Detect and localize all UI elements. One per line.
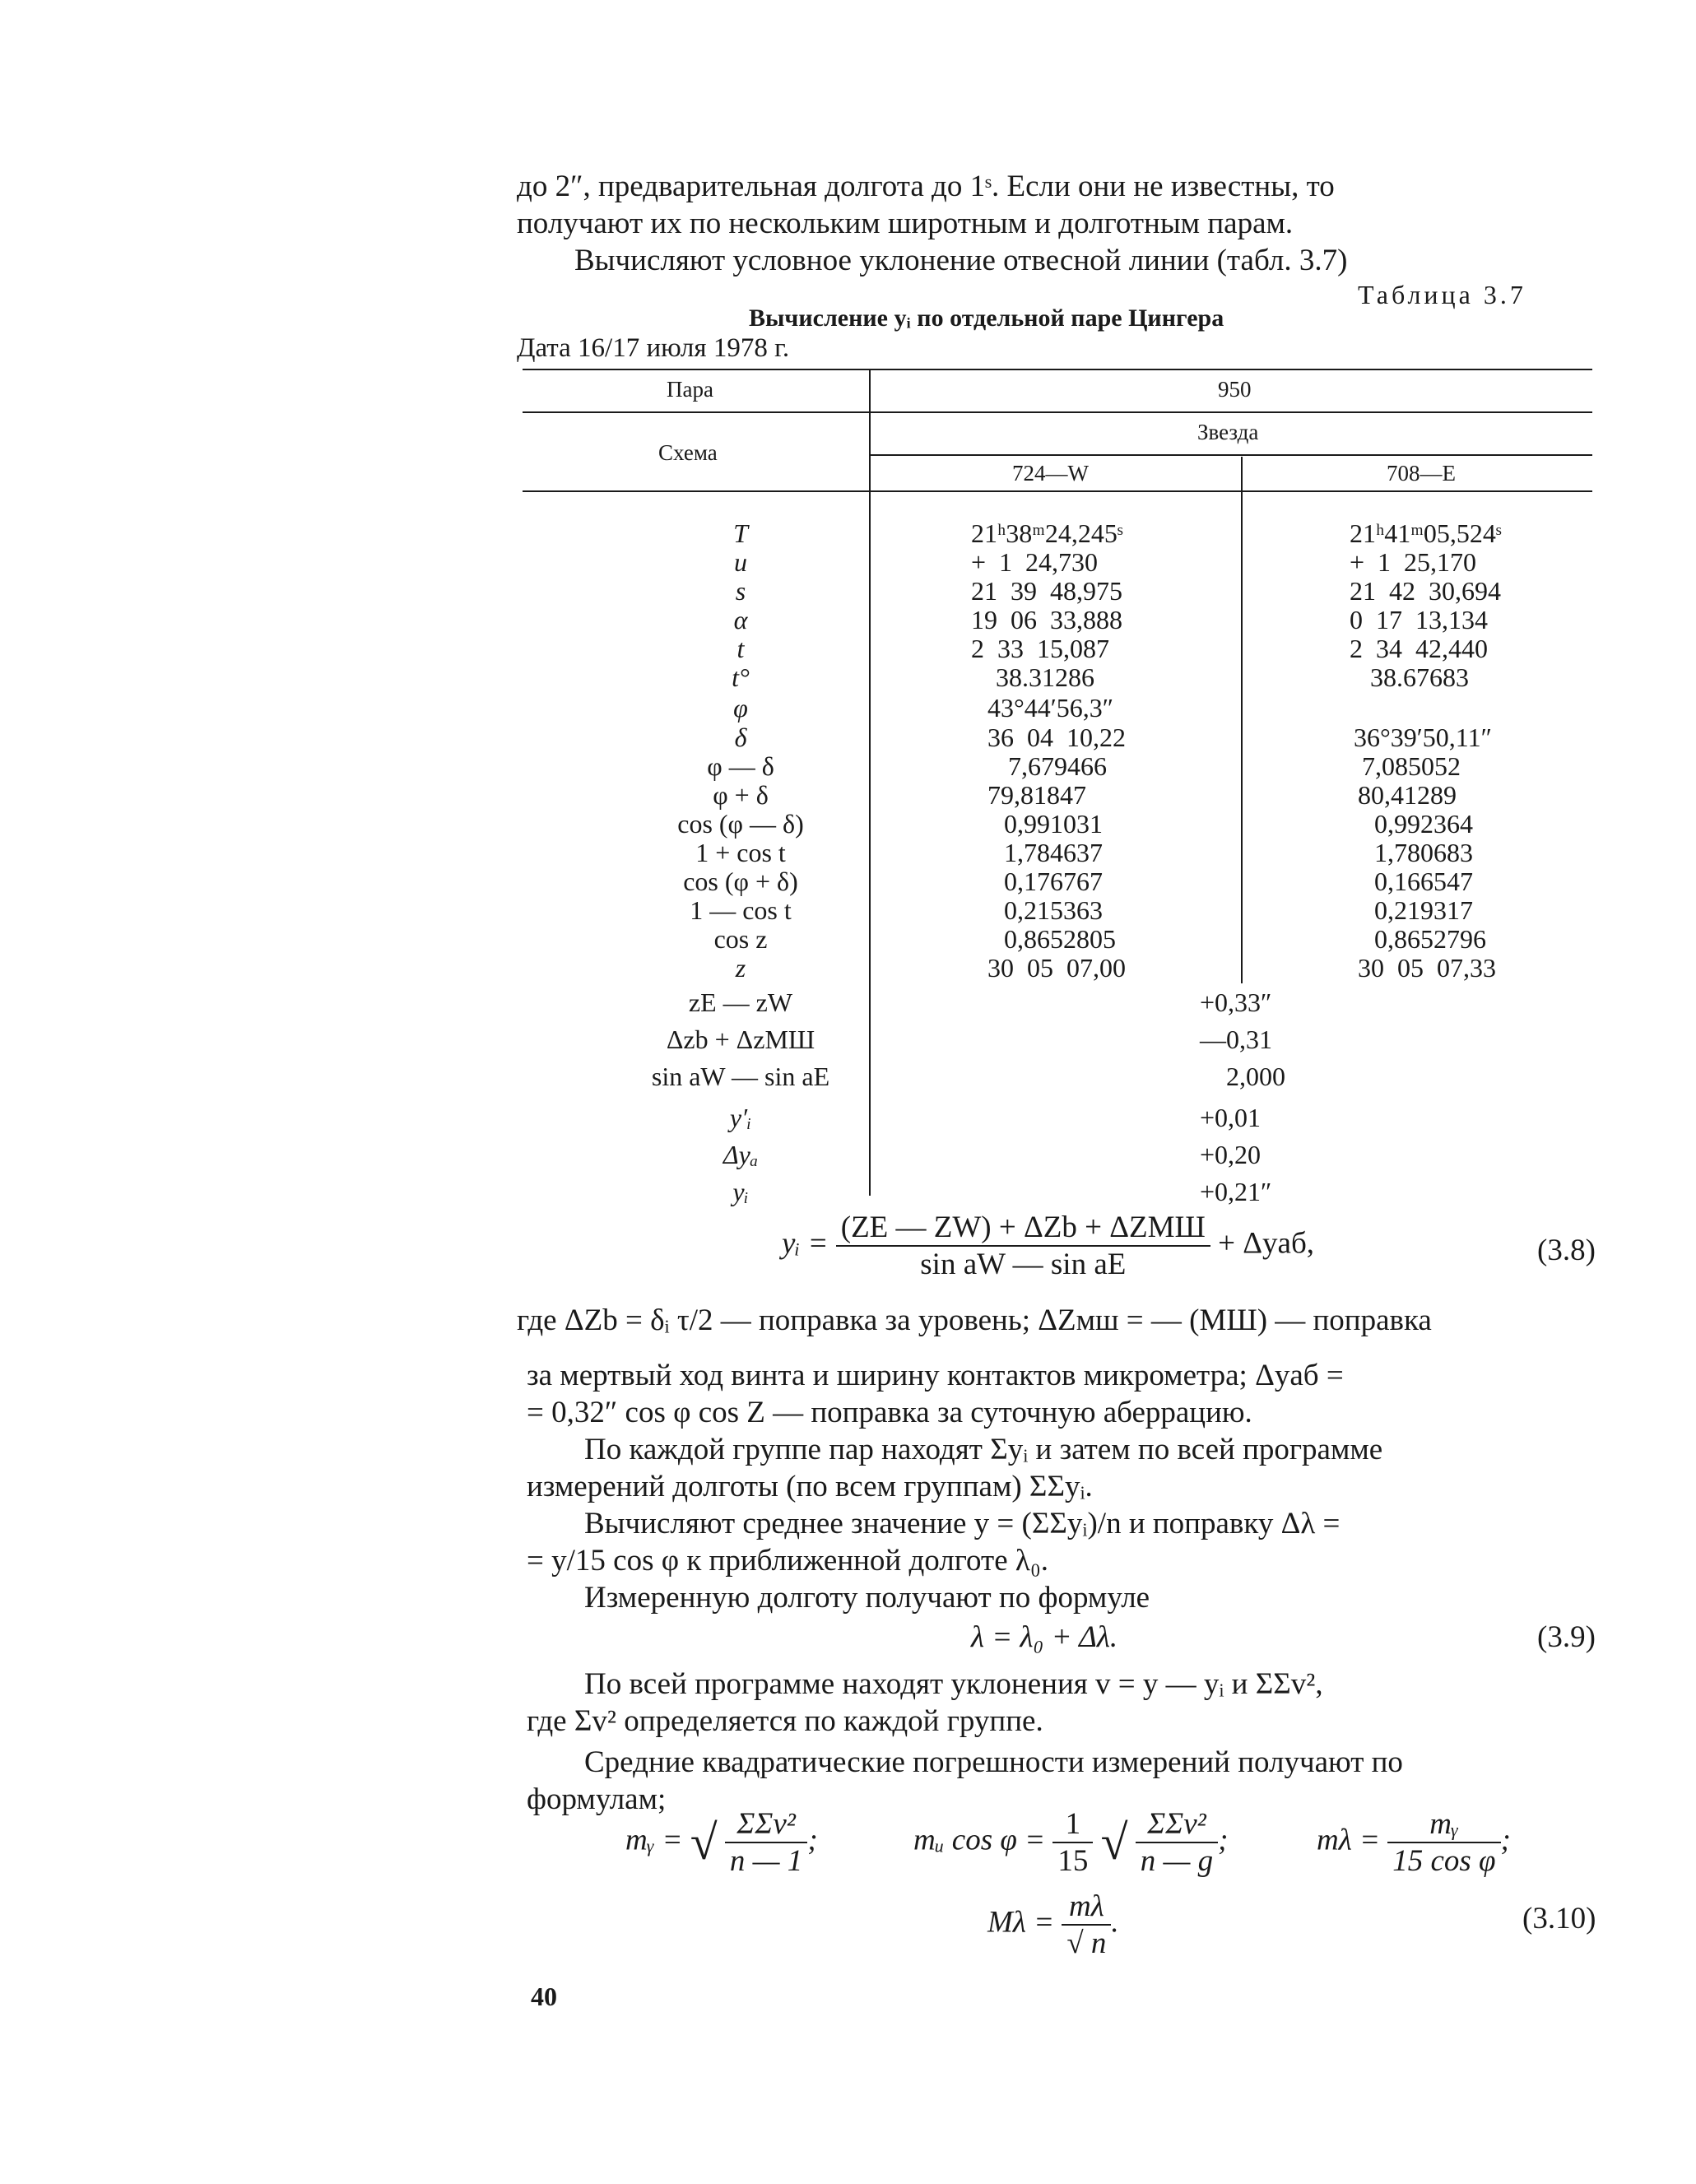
row-w-value: 79,81847 — [987, 780, 1086, 810]
summary-label: sin aW — sin aE — [651, 1062, 830, 1091]
formula-3-8-denominator: sin aW — sin aE — [920, 1248, 1127, 1281]
formula-my-num: ΣΣv² — [725, 1806, 807, 1843]
formula-mu-fraction — [1136, 1806, 1218, 1879]
row-w-value: 21 39 48,975 — [971, 576, 1122, 606]
row-label: T — [733, 518, 748, 548]
row-label: cos (φ + δ) — [683, 867, 798, 896]
row-e-value: 80,41289 — [1358, 780, 1457, 810]
row-w-value: 30 05 07,00 — [987, 953, 1126, 983]
row-e-value: 2 34 42,440 — [1350, 634, 1488, 663]
summary-value: +0,20 — [1200, 1140, 1262, 1169]
row-label: cos z — [713, 924, 768, 954]
formula-3-10-M: Mλ = $\frac{m\lambda}{√ n}$ . — [987, 1889, 1119, 1960]
formula-M-fraction — [1062, 1889, 1111, 1961]
table-rule-2 — [523, 411, 1592, 413]
formula-M-num: mλ — [1062, 1889, 1111, 1926]
row-e-value: 0,166547 — [1374, 867, 1473, 896]
row-e-value: 0,219317 — [1374, 895, 1473, 925]
header-star: Звезда — [1197, 420, 1259, 444]
formula-3-8-lhs: yᵢ = — [782, 1226, 829, 1261]
intro-line-1: до 2″, предварительная долгота до 1ˢ. Если они не известны, то — [517, 170, 1335, 203]
formula-mu-num: ΣΣv² — [1136, 1806, 1218, 1843]
text-line-5: измерений долготы (по всем группам) ΣΣyᵢ. — [527, 1470, 1093, 1503]
row-label: δ — [734, 723, 747, 752]
formula-M-lhs: Mλ = — [987, 1905, 1055, 1940]
text-line-4: По каждой группе пар находят Σyᵢ и затем по всей программе — [584, 1433, 1383, 1466]
formula-mu-den: n — g — [1140, 1844, 1214, 1878]
formula-3-10-ml: mλ = $\frac{\text{mᵧ}}{\text{15 cos φ}}$ ; — [1317, 1807, 1511, 1878]
summary-label: zE — zW — [688, 987, 793, 1017]
row-e-value: + 1 25,170 — [1350, 547, 1477, 577]
row-label: z — [735, 953, 746, 983]
formula-ml-fraction — [1387, 1806, 1500, 1879]
table-rule-3 — [871, 454, 1592, 456]
text-line-12: формулам; — [527, 1782, 667, 1816]
summary-value: 2,000 — [1226, 1062, 1285, 1091]
row-w-value: 19 06 33,888 — [971, 605, 1122, 634]
row-w-value: 43°44′56,3″ — [987, 693, 1114, 723]
summary-label: y′ᵢ — [729, 1103, 752, 1132]
summary-label: Δzb + ΔzМШ — [666, 1025, 815, 1054]
sqrt-icon: √ — [1100, 1815, 1128, 1870]
formula-mu-lhs: mᵤ cos φ = — [913, 1823, 1046, 1857]
intro-line-2: получают их по нескольким широтным и долготным парам. — [517, 207, 1294, 240]
formula-3-9: λ = λ₀ + Δλ. — [971, 1620, 1118, 1654]
row-w-value: 7,679466 — [1008, 751, 1107, 781]
formula-3-8 — [782, 1210, 1314, 1282]
formula-3-8-fraction — [836, 1210, 1210, 1282]
row-w-value: 0,215363 — [1004, 895, 1103, 925]
header-pair-value: 950 — [1218, 377, 1252, 402]
row-label: u — [734, 547, 747, 577]
page-number: 40 — [531, 1982, 557, 2011]
row-e-value: 21 42 30,694 — [1350, 576, 1501, 606]
formula-ml-lhs: mλ = — [1317, 1823, 1380, 1857]
row-e-value: 0,992364 — [1374, 809, 1473, 839]
summary-value: +0,21″ — [1200, 1177, 1272, 1206]
row-w-value: 0,991031 — [1004, 809, 1103, 839]
text-line-2: за мертвый ход винта и ширину контактов микрометра; Δyаб = — [527, 1359, 1344, 1392]
summary-value: +0,33″ — [1200, 987, 1272, 1017]
text-line-9: По всей программе находят уклонения v = y — yᵢ и ΣΣv², — [584, 1667, 1323, 1701]
formula-3-8-number: (3.8) — [1537, 1234, 1596, 1267]
text-line-6: Вычисляют среднее значение y = (ΣΣyᵢ)/n и поправку Δλ = — [584, 1507, 1341, 1540]
table-mid-divider — [1241, 457, 1243, 983]
row-w-value: 2 33 15,087 — [971, 634, 1109, 663]
formula-3-8-rhs: + Δyаб, — [1218, 1226, 1315, 1261]
row-label: φ — δ — [707, 751, 774, 781]
text-line-3: = 0,32″ cos φ cos Z — поправка за суточную аберрацию. — [527, 1396, 1252, 1429]
row-label: t° — [732, 662, 750, 692]
formula-mu-coef — [1052, 1806, 1093, 1879]
table-header-bottom-rule — [523, 490, 1592, 492]
formula-3-8-numerator: (ZE — ZW) + ΔZb + ΔZМШ — [836, 1210, 1210, 1247]
formula-3-10-number: (3.10) — [1522, 1902, 1596, 1935]
formula-mu-one: 1 — [1052, 1806, 1093, 1843]
text-line-8: Измеренную долготу получают по формуле — [584, 1581, 1150, 1615]
row-e-value: 0 17 13,134 — [1350, 605, 1488, 634]
formula-my-fraction — [725, 1806, 807, 1879]
formula-3-10-mu: mᵤ cos φ = $\frac{1}{15}$ √ $\frac{\text{ΣΣv²}}{n — g}$ ; — [913, 1807, 1229, 1878]
header-pair: Пара — [667, 377, 713, 402]
row-label: t — [736, 634, 745, 663]
intro-line-3: Вычисляют условное уклонение отвесной линии (табл. 3.7) — [574, 244, 1348, 277]
formula-my-lhs: mᵧ = — [625, 1823, 683, 1857]
row-e-value: 38.67683 — [1370, 662, 1469, 692]
formula-ml-den: 15 cos φ — [1392, 1844, 1496, 1878]
table-label: Таблица 3.7 — [1358, 280, 1526, 309]
row-label: 1 + cos t — [695, 838, 786, 867]
row-w-value: + 1 24,730 — [971, 547, 1099, 577]
row-w-value: 0,8652805 — [1004, 924, 1116, 954]
summary-label: Δyₐ — [723, 1140, 759, 1169]
text-line-10: где Σv² определяется по каждой группе. — [527, 1704, 1043, 1738]
row-label: s — [735, 576, 746, 606]
row-e-value: 36°39′50,11″ — [1354, 723, 1492, 752]
row-e-value: 21ʰ41ᵐ05,524ˢ — [1350, 518, 1502, 548]
formula-M-den: √ n — [1066, 1926, 1107, 1960]
row-e-value: 7,085052 — [1362, 751, 1461, 781]
row-label: φ — [733, 693, 748, 723]
row-w-value: 36 04 10,22 — [987, 723, 1126, 752]
header-col-e: 708—E — [1387, 461, 1456, 486]
formula-3-9-number: (3.9) — [1537, 1620, 1596, 1654]
row-w-value: 38.31286 — [996, 662, 1094, 692]
text-line-1: где ΔZb = δᵢ τ/2 — поправка за уровень; ΔZмш = — (МШ) — поправка — [517, 1303, 1432, 1337]
row-w-value: 0,176767 — [1004, 867, 1103, 896]
summary-value: —0,31 — [1200, 1025, 1272, 1054]
formula-3-10-my: mᵧ = √ $\frac{\text{ΣΣv²}}{n — 1}$ ; — [625, 1807, 818, 1878]
sqrt-icon: √ — [690, 1815, 718, 1870]
formula-mu-15: 15 — [1057, 1844, 1089, 1878]
row-w-value: 1,784637 — [1004, 838, 1103, 867]
table-title: Вычисление yᵢ по отдельной паре Цингера — [749, 304, 1224, 332]
row-label: cos (φ — δ) — [677, 809, 804, 839]
row-e-value: 1,780683 — [1374, 838, 1473, 867]
summary-label: yᵢ — [732, 1177, 749, 1206]
table-date: Дата 16/17 июля 1978 г. — [517, 333, 790, 363]
text-line-11: Средние квадратические погрешности измерений получают по — [584, 1745, 1403, 1779]
summary-value: +0,01 — [1200, 1103, 1262, 1132]
row-e-value: 0,8652796 — [1374, 924, 1486, 954]
header-scheme: Схема — [658, 440, 718, 465]
text-line-7: = y/15 cos φ к приближенной долготе λ₀. — [527, 1544, 1048, 1578]
formula-my-den: n — 1 — [729, 1844, 803, 1878]
formula-ml-num: mᵧ — [1387, 1806, 1500, 1843]
row-w-value: 21ʰ38ᵐ24,245ˢ — [971, 518, 1123, 548]
header-col-w: 724—W — [1012, 461, 1089, 486]
row-label: φ + δ — [713, 780, 769, 810]
row-label: α — [733, 605, 748, 634]
table-top-rule — [523, 369, 1592, 370]
row-label: 1 — cos t — [690, 895, 792, 925]
table-left-divider — [869, 369, 871, 1196]
row-e-value: 30 05 07,33 — [1358, 953, 1496, 983]
